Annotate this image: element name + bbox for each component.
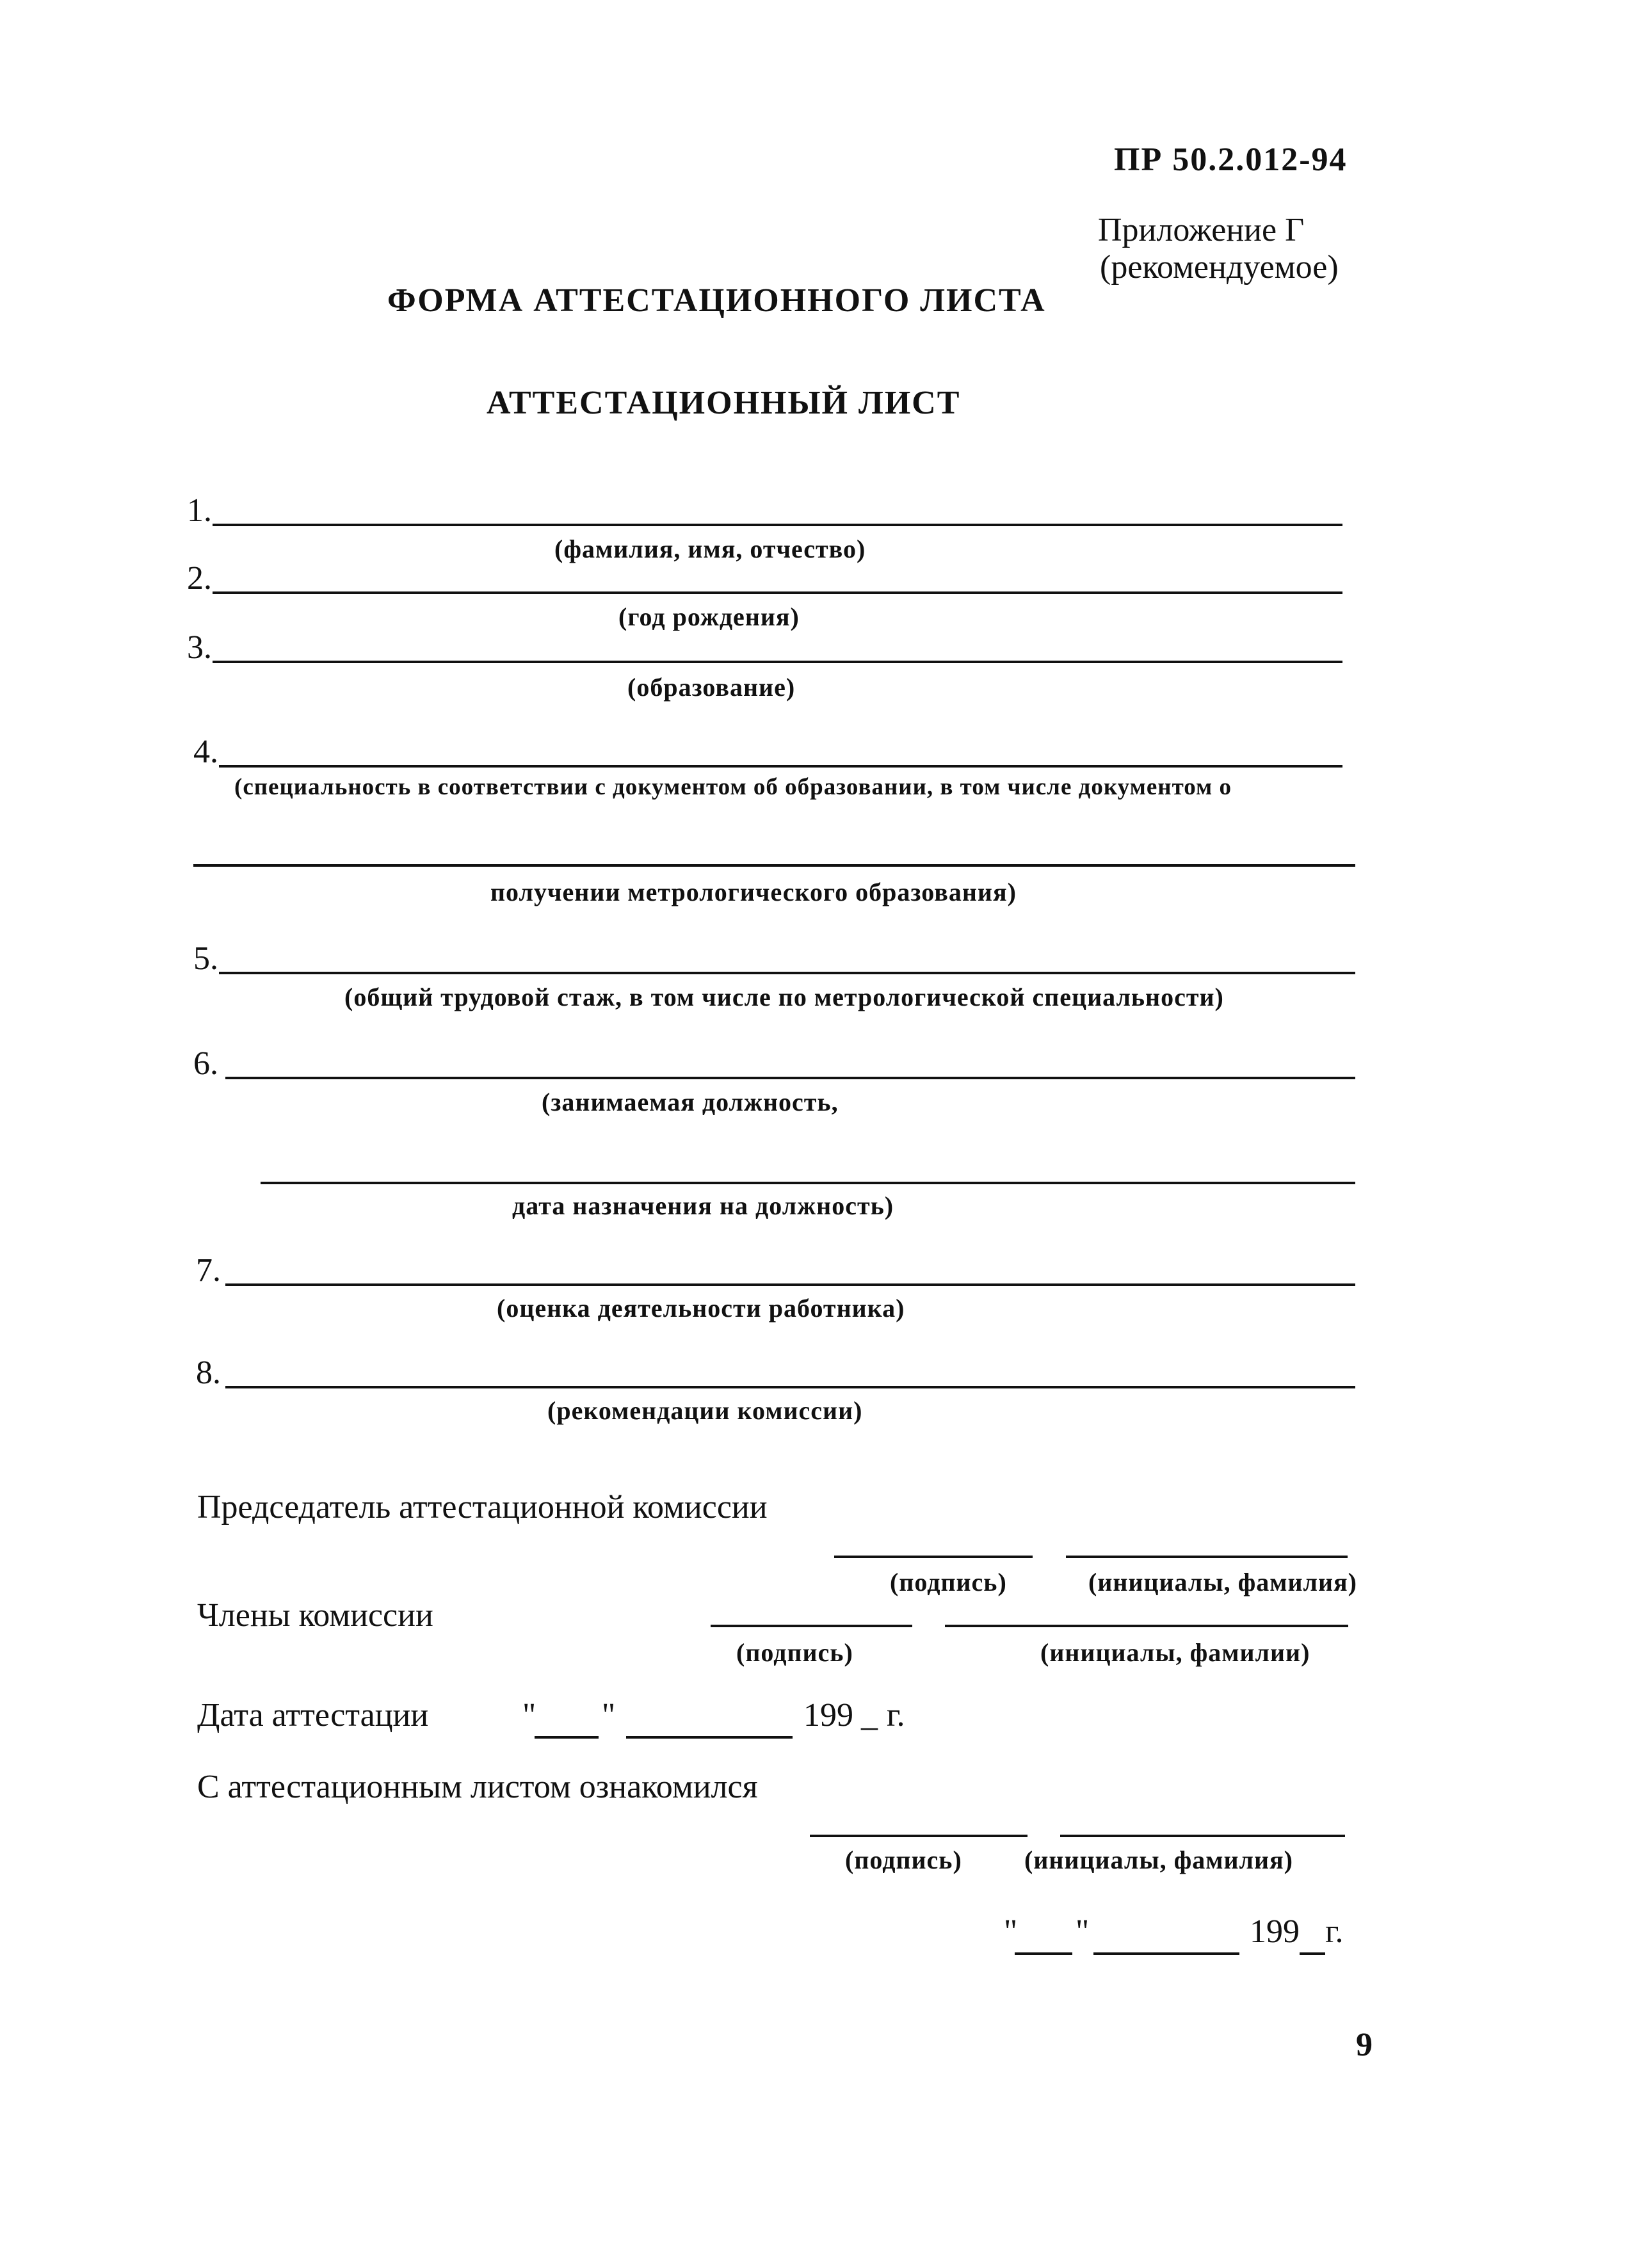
members-name-line[interactable] xyxy=(945,1625,1348,1627)
day-line[interactable] xyxy=(535,1736,599,1739)
field-caption-continued: дата назначения на должность) xyxy=(512,1191,894,1220)
ack-date-quote-open: " xyxy=(1004,1913,1018,1950)
ack-date-quote-close: " xyxy=(1076,1913,1090,1950)
fill-line[interactable] xyxy=(261,1182,1355,1184)
appendix-note: (рекомендуемое) xyxy=(1100,249,1339,286)
acknowledged-signature-caption: (подпись) xyxy=(845,1846,962,1874)
item-number: 8. xyxy=(196,1355,221,1391)
item-number: 6. xyxy=(193,1045,218,1082)
acknowledged-name-line[interactable] xyxy=(1060,1835,1345,1837)
fill-line[interactable] xyxy=(213,661,1342,663)
acknowledged-label: С аттестационным листом ознакомился xyxy=(197,1769,758,1805)
members-label: Члены комиссии xyxy=(197,1597,433,1634)
ack-year-line[interactable] xyxy=(1300,1952,1325,1955)
fill-line[interactable] xyxy=(193,864,1355,867)
fill-line[interactable] xyxy=(219,972,1355,974)
item-number: 2. xyxy=(187,560,212,597)
item-number: 3. xyxy=(187,629,212,666)
field-caption: (образование) xyxy=(627,673,796,702)
chairman-name-line[interactable] xyxy=(1066,1556,1348,1558)
fill-line[interactable] xyxy=(225,1283,1355,1286)
chairman-name-caption: (инициалы, фамилия) xyxy=(1088,1568,1357,1596)
attestation-date-label: Дата аттестации xyxy=(197,1697,429,1733)
date-year-suffix: г. xyxy=(887,1697,905,1733)
ack-date-suffix: г. xyxy=(1325,1913,1344,1950)
sheet-title: АТТЕСТАЦИОННЫЙ ЛИСТ xyxy=(487,385,961,421)
field-caption: (оценка деятельности работника) xyxy=(497,1294,905,1323)
ack-date-year: 199 xyxy=(1250,1913,1300,1950)
members-signature-caption: (подпись) xyxy=(736,1638,853,1667)
chairman-label: Председатель аттестационной комиссии xyxy=(197,1489,768,1525)
item-number: 1. xyxy=(187,492,212,529)
item-number: 7. xyxy=(196,1252,221,1289)
members-name-caption: (инициалы, фамилии) xyxy=(1040,1638,1310,1667)
date-year: 199 xyxy=(803,1697,853,1733)
ack-month-line[interactable] xyxy=(1093,1952,1239,1955)
appendix-label: Приложение Г xyxy=(1098,212,1305,248)
chairman-signature-line[interactable] xyxy=(834,1556,1033,1558)
acknowledged-signature-line[interactable] xyxy=(810,1835,1028,1837)
document-code: ПР 50.2.012-94 xyxy=(1114,141,1348,178)
page-number: 9 xyxy=(1356,2027,1373,2063)
ack-day-line[interactable] xyxy=(1015,1952,1072,1955)
fill-line[interactable] xyxy=(213,524,1342,526)
field-caption: (общий трудовой стаж, в том числе по метрологической специальности) xyxy=(344,983,1224,1011)
date-quote-close: " xyxy=(602,1697,616,1733)
fill-line[interactable] xyxy=(219,765,1342,768)
field-caption: (год рождения) xyxy=(618,602,800,631)
field-caption: (рекомендации комиссии) xyxy=(547,1396,863,1425)
members-signature-line[interactable] xyxy=(711,1625,912,1627)
date-quote-open: " xyxy=(522,1697,536,1733)
chairman-signature-caption: (подпись) xyxy=(890,1568,1007,1596)
field-caption-continued: получении метрологического образования) xyxy=(490,878,1017,906)
form-title: ФОРМА АТТЕСТАЦИОННОГО ЛИСТА xyxy=(387,282,1046,319)
date-year-gap: _ xyxy=(861,1697,878,1733)
fill-line[interactable] xyxy=(225,1077,1355,1079)
fill-line[interactable] xyxy=(225,1386,1355,1388)
field-caption: (занимаемая должность, xyxy=(542,1088,839,1116)
field-caption: (специальность в соответствии с документом об образовании, в том числе документом о xyxy=(234,774,1232,800)
month-line[interactable] xyxy=(626,1736,793,1739)
acknowledged-name-caption: (инициалы, фамилия) xyxy=(1024,1846,1293,1874)
field-caption: (фамилия, имя, отчество) xyxy=(554,535,866,563)
fill-line[interactable] xyxy=(213,591,1342,594)
item-number: 4. xyxy=(193,734,218,770)
item-number: 5. xyxy=(193,940,218,977)
